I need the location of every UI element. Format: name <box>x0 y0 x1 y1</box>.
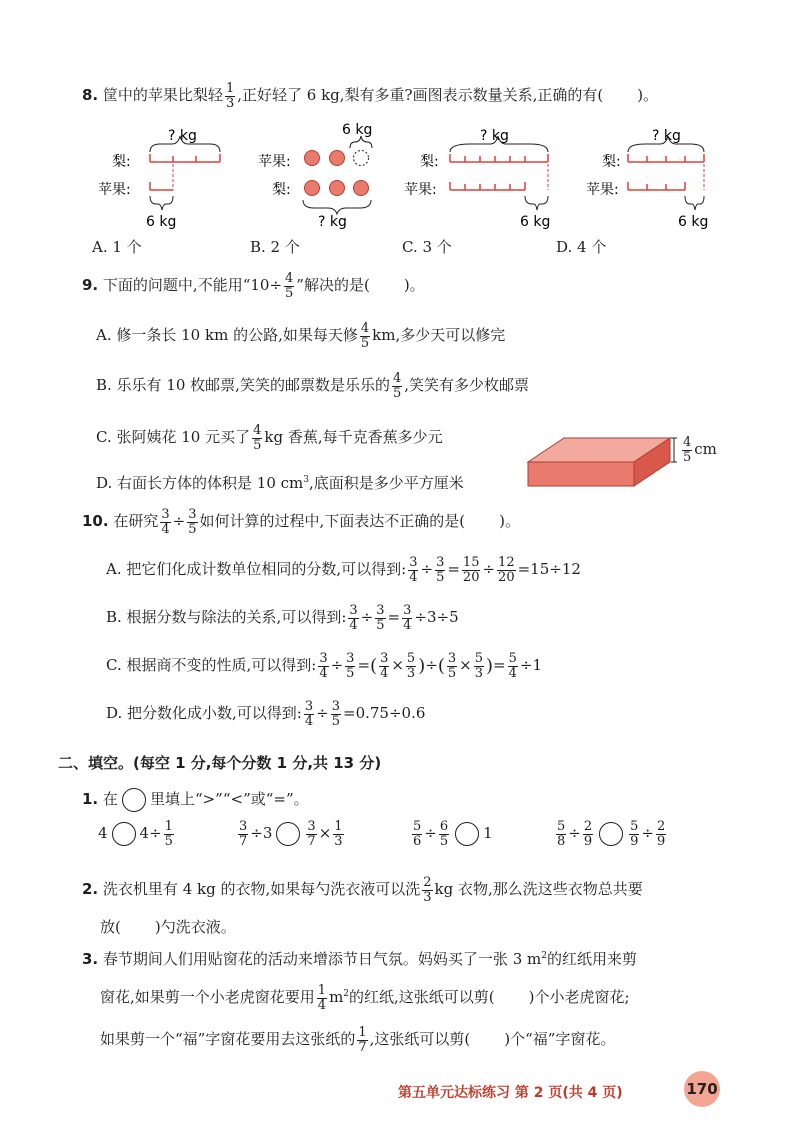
q9-option-b[interactable]: B. 乐乐有 10 枚邮票,笑笑的邮票数是乐乐的 $\frac{4}{5}$ ,笑笑有多少枚邮票 <box>96 371 530 401</box>
diagram-a <box>98 128 220 230</box>
diagram-d-question-label: ? kg <box>652 128 681 144</box>
s2-q1-stem: 1. 在 里填上“>”“<”或“=”。 <box>82 788 309 812</box>
fraction: $\frac{4}{5}$ <box>392 371 402 401</box>
q10-number: 10. <box>82 512 109 531</box>
q10-option-a[interactable]: A. 把它们化成计数单位相同的分数,可以得到: $\frac{3}{4}$ ÷ $\frac{3}{5}$ = $\frac{15}{20}$ ÷ $\frac{12}{20}$ =15÷12 <box>106 555 581 585</box>
compare-blank-1[interactable] <box>112 822 136 846</box>
fraction: $\frac{4}{5}$ <box>253 423 262 453</box>
diagram-d <box>586 128 708 230</box>
fraction: $\frac{4}{5}$ <box>360 321 370 351</box>
diagram-a-six-label: 6 kg <box>146 214 177 230</box>
fraction: $\frac{4}{5}$ <box>285 271 294 301</box>
q8-option-b[interactable]: B. 2 个 <box>250 238 300 256</box>
compare-item-3: $\frac{5}{6}$ ÷ $\frac{6}{5}$ 1 <box>413 819 493 849</box>
q10-stem: 10. 在研究 $\frac{3}{4}$ ÷ $\frac{3}{5}$ 如何计算的过程中,下面表达不正确的是( )。 <box>82 507 520 537</box>
diagram-a-apple-label: 苹果: <box>98 182 131 198</box>
diagram-b-question-label: ? kg <box>318 214 347 230</box>
diagram-b-apple-label: 苹果: <box>258 154 291 170</box>
q8-option-d[interactable]: D. 4 个 <box>556 238 607 256</box>
compare-blank-3[interactable] <box>455 822 479 846</box>
diagram-c-apple-label: 苹果: <box>404 182 437 198</box>
q9-number: 9. <box>82 276 99 295</box>
q8-stem: 8. 筐中的苹果比梨轻 $\frac{1}{3}$ ,正好轻了 6 kg,梨有多重?画图表示数量关系,正确的有( )。 <box>82 81 659 111</box>
q8-option-a[interactable]: A. 1 个 <box>92 238 142 256</box>
section-2-title: 二、填空。(每空 1 分,每个分数 1 分,共 13 分) <box>58 754 382 772</box>
s2-q3-line3: 如果剪一个“福”字窗花要用去这张纸的 $\frac{1}{7}$ ,这张纸可以剪( )个“福”字窗花。 <box>100 1025 616 1055</box>
q10-option-c[interactable]: C. 根据商不变的性质,可以得到: $\frac{3}{4}$ ÷ $\frac{3}{5}$ =( $\frac{3}{4}$ × $\frac{5}{3}$ )÷( $\frac{3}{5}$ × $\frac{5}{3}$ )= $\frac{5}{4}$ ÷1 <box>106 651 542 681</box>
diagram-a-pear-label: 梨: <box>112 154 131 170</box>
diagram-c-six-label: 6 kg <box>520 214 551 230</box>
q8-option-c[interactable]: C. 3 个 <box>402 238 452 256</box>
diagram-b-pear-label: 梨: <box>272 182 291 198</box>
diagram-d-pear-label: 梨: <box>602 154 621 170</box>
compare-item-4: $\frac{5}{8}$ ÷ $\frac{2}{9}$ $\frac{5}{9}$ ÷ $\frac{2}{9}$ <box>557 819 666 849</box>
diagram-d-apple-label: 苹果: <box>586 182 619 198</box>
circle-placeholder <box>122 788 146 812</box>
diagram-d-six-label: 6 kg <box>678 214 709 230</box>
q9-option-c[interactable]: C. 张阿姨花 10 元买了 $\frac{4}{5}$ kg 香蕉,每千克香蕉多少元 <box>96 423 443 453</box>
compare-blank-2[interactable] <box>276 822 300 846</box>
s2-q3-line2: 窗花,如果剪一个小老虎窗花要用 $\frac{1}{4}$ $m^2$的红纸,这张纸可以剪( )个小老虎窗花; <box>100 983 630 1013</box>
footer-caption: 第五单元达标练习 第 2 页(共 4 页) <box>398 1085 623 1101</box>
page-number: 170 <box>684 1071 720 1107</box>
diagram-c-question-label: ? kg <box>480 128 509 144</box>
q10-option-d[interactable]: D. 把分数化成小数,可以得到: $\frac{3}{4}$ ÷ $\frac{3}{5}$ =0.75÷0.6 <box>106 699 426 729</box>
q9-stem: 9. 下面的问题中,不能用“10÷ $\frac{4}{5}$ ”解决的是( )。 <box>82 271 425 301</box>
diagram-a-question-label: ? kg <box>168 128 197 144</box>
compare-item-1: 4 4÷ $\frac{1}{5}$ <box>98 819 173 849</box>
compare-blank-4[interactable] <box>599 822 623 846</box>
s2-q2-line1: 2. 洗衣机里有 4 kg 的衣物,如果每勺洗衣液可以洗 $\frac{2}{3}$ kg 衣物,那么洗这些衣物总共要 <box>82 875 643 905</box>
q10-option-b[interactable]: B. 根据分数与除法的关系,可以得到: $\frac{3}{4}$ ÷ $\frac{3}{5}$ = $\frac{3}{4}$ ÷3÷5 <box>106 603 459 633</box>
diagram-c <box>404 128 550 230</box>
q8-number: 8. <box>82 86 99 105</box>
compare-item-2: $\frac{3}{7}$ ÷3 $\frac{3}{7}$ × $\frac{1}{3}$ <box>239 819 343 849</box>
cuboid-height-label: $\frac{4}{5}$ cm <box>683 435 717 465</box>
s2-q2-line2: 放( )勺洗衣液。 <box>100 918 236 936</box>
q8-diagrams <box>0 120 800 230</box>
q9-option-d[interactable]: D. 右面长方体的体积是 10 $cm^3$,底面积是多少平方厘米 <box>96 474 464 492</box>
diagram-c-pear-label: 梨: <box>420 154 439 170</box>
s2-q3-line1: 3. 春节期间人们用贴窗花的活动来增添节日气氛。妈妈买了一张 3 $m^2$的红纸用来剪 <box>82 950 637 968</box>
fraction: $\frac{1}{3}$ <box>225 81 235 111</box>
diagram-b <box>258 122 372 230</box>
diagram-b-six-label: 6 kg <box>342 122 373 138</box>
q9-option-a[interactable]: A. 修一条长 10 km 的公路,如果每天修 $\frac{4}{5}$ km,多少天可以修完 <box>96 321 506 351</box>
